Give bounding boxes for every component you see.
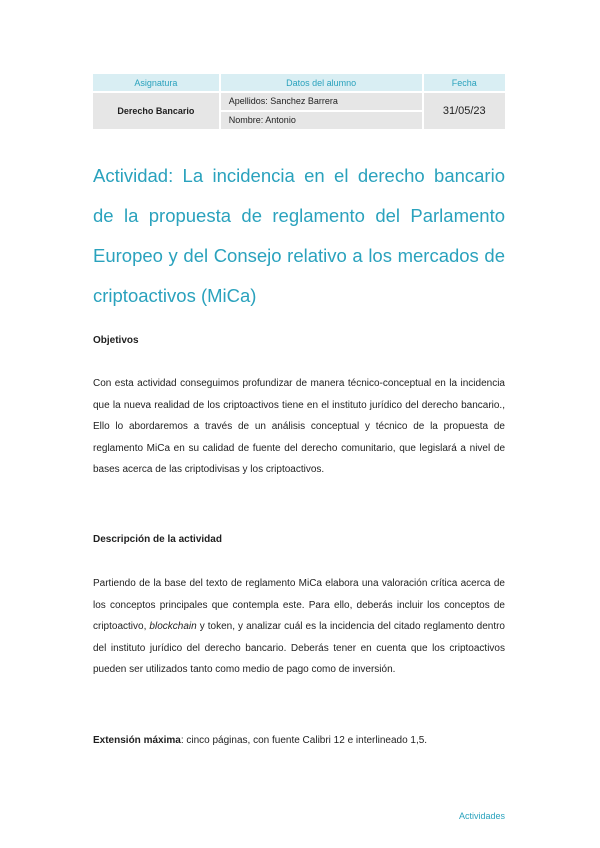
activity-title: Actividad: La incidencia en el derecho bancario de la propuesta de reglamento del Parlamento Europeo y del Consejo relativo a los mercados de criptoactivos (MiCa) (93, 165, 505, 306)
extension-label: Extensión máxima (93, 735, 181, 746)
date-value: 31/05/23 (423, 92, 505, 129)
header-col-subject: Asignatura (93, 74, 220, 92)
extension-text: : cinco páginas, con fuente Calibri 12 e interlineado 1,5. (180, 735, 428, 746)
extension-line (93, 730, 505, 752)
objectives-heading: Objetivos (93, 335, 139, 346)
header-col-student: Datos del alumno (220, 74, 423, 92)
student-surnames: Apellidos: Sanchez Barrera (220, 92, 423, 111)
student-name: Nombre: Antonio (220, 111, 423, 129)
header-col-date: Fecha (423, 74, 505, 92)
subject-value: Derecho Bancario (93, 92, 220, 129)
footer-label: Actividades (459, 811, 506, 821)
description-heading: Descripción de la actividad (93, 534, 222, 545)
blockchain-term: blockchain (149, 621, 197, 633)
description-text-part1: Partiendo de la base del texto de reglamento MiCa elabora una valoración crítica acerca de los conceptos principales que contempla este. Para ello, deberás incluir los conceptos de criptoactivo, (93, 578, 505, 633)
objectives-text: Con esta actividad conseguimos profundizar de manera técnico-conceptual en la incidencia que la nueva realidad de los criptoactivos tiene en el instituto jurídico del derecho bancario., Ello lo abordaremos a través de un análisis conceptual y técnico de la propuesta de reglamento MiCa en su calidad de fuente del derecho comunitario, que legislará a nivel de bases acerca de las criptodivisas y los criptoactivos. (93, 378, 505, 476)
description-text (93, 573, 505, 681)
description-text-part2: y token, y analizar cuál es la incidencia del citado reglamento dentro del instituto jurídico del derecho bancario. Deberás tener en cuenta que los criptoactivos pueden ser utilizados tanto como medio de pago como de inversión. (93, 621, 505, 676)
header-table (93, 74, 505, 129)
